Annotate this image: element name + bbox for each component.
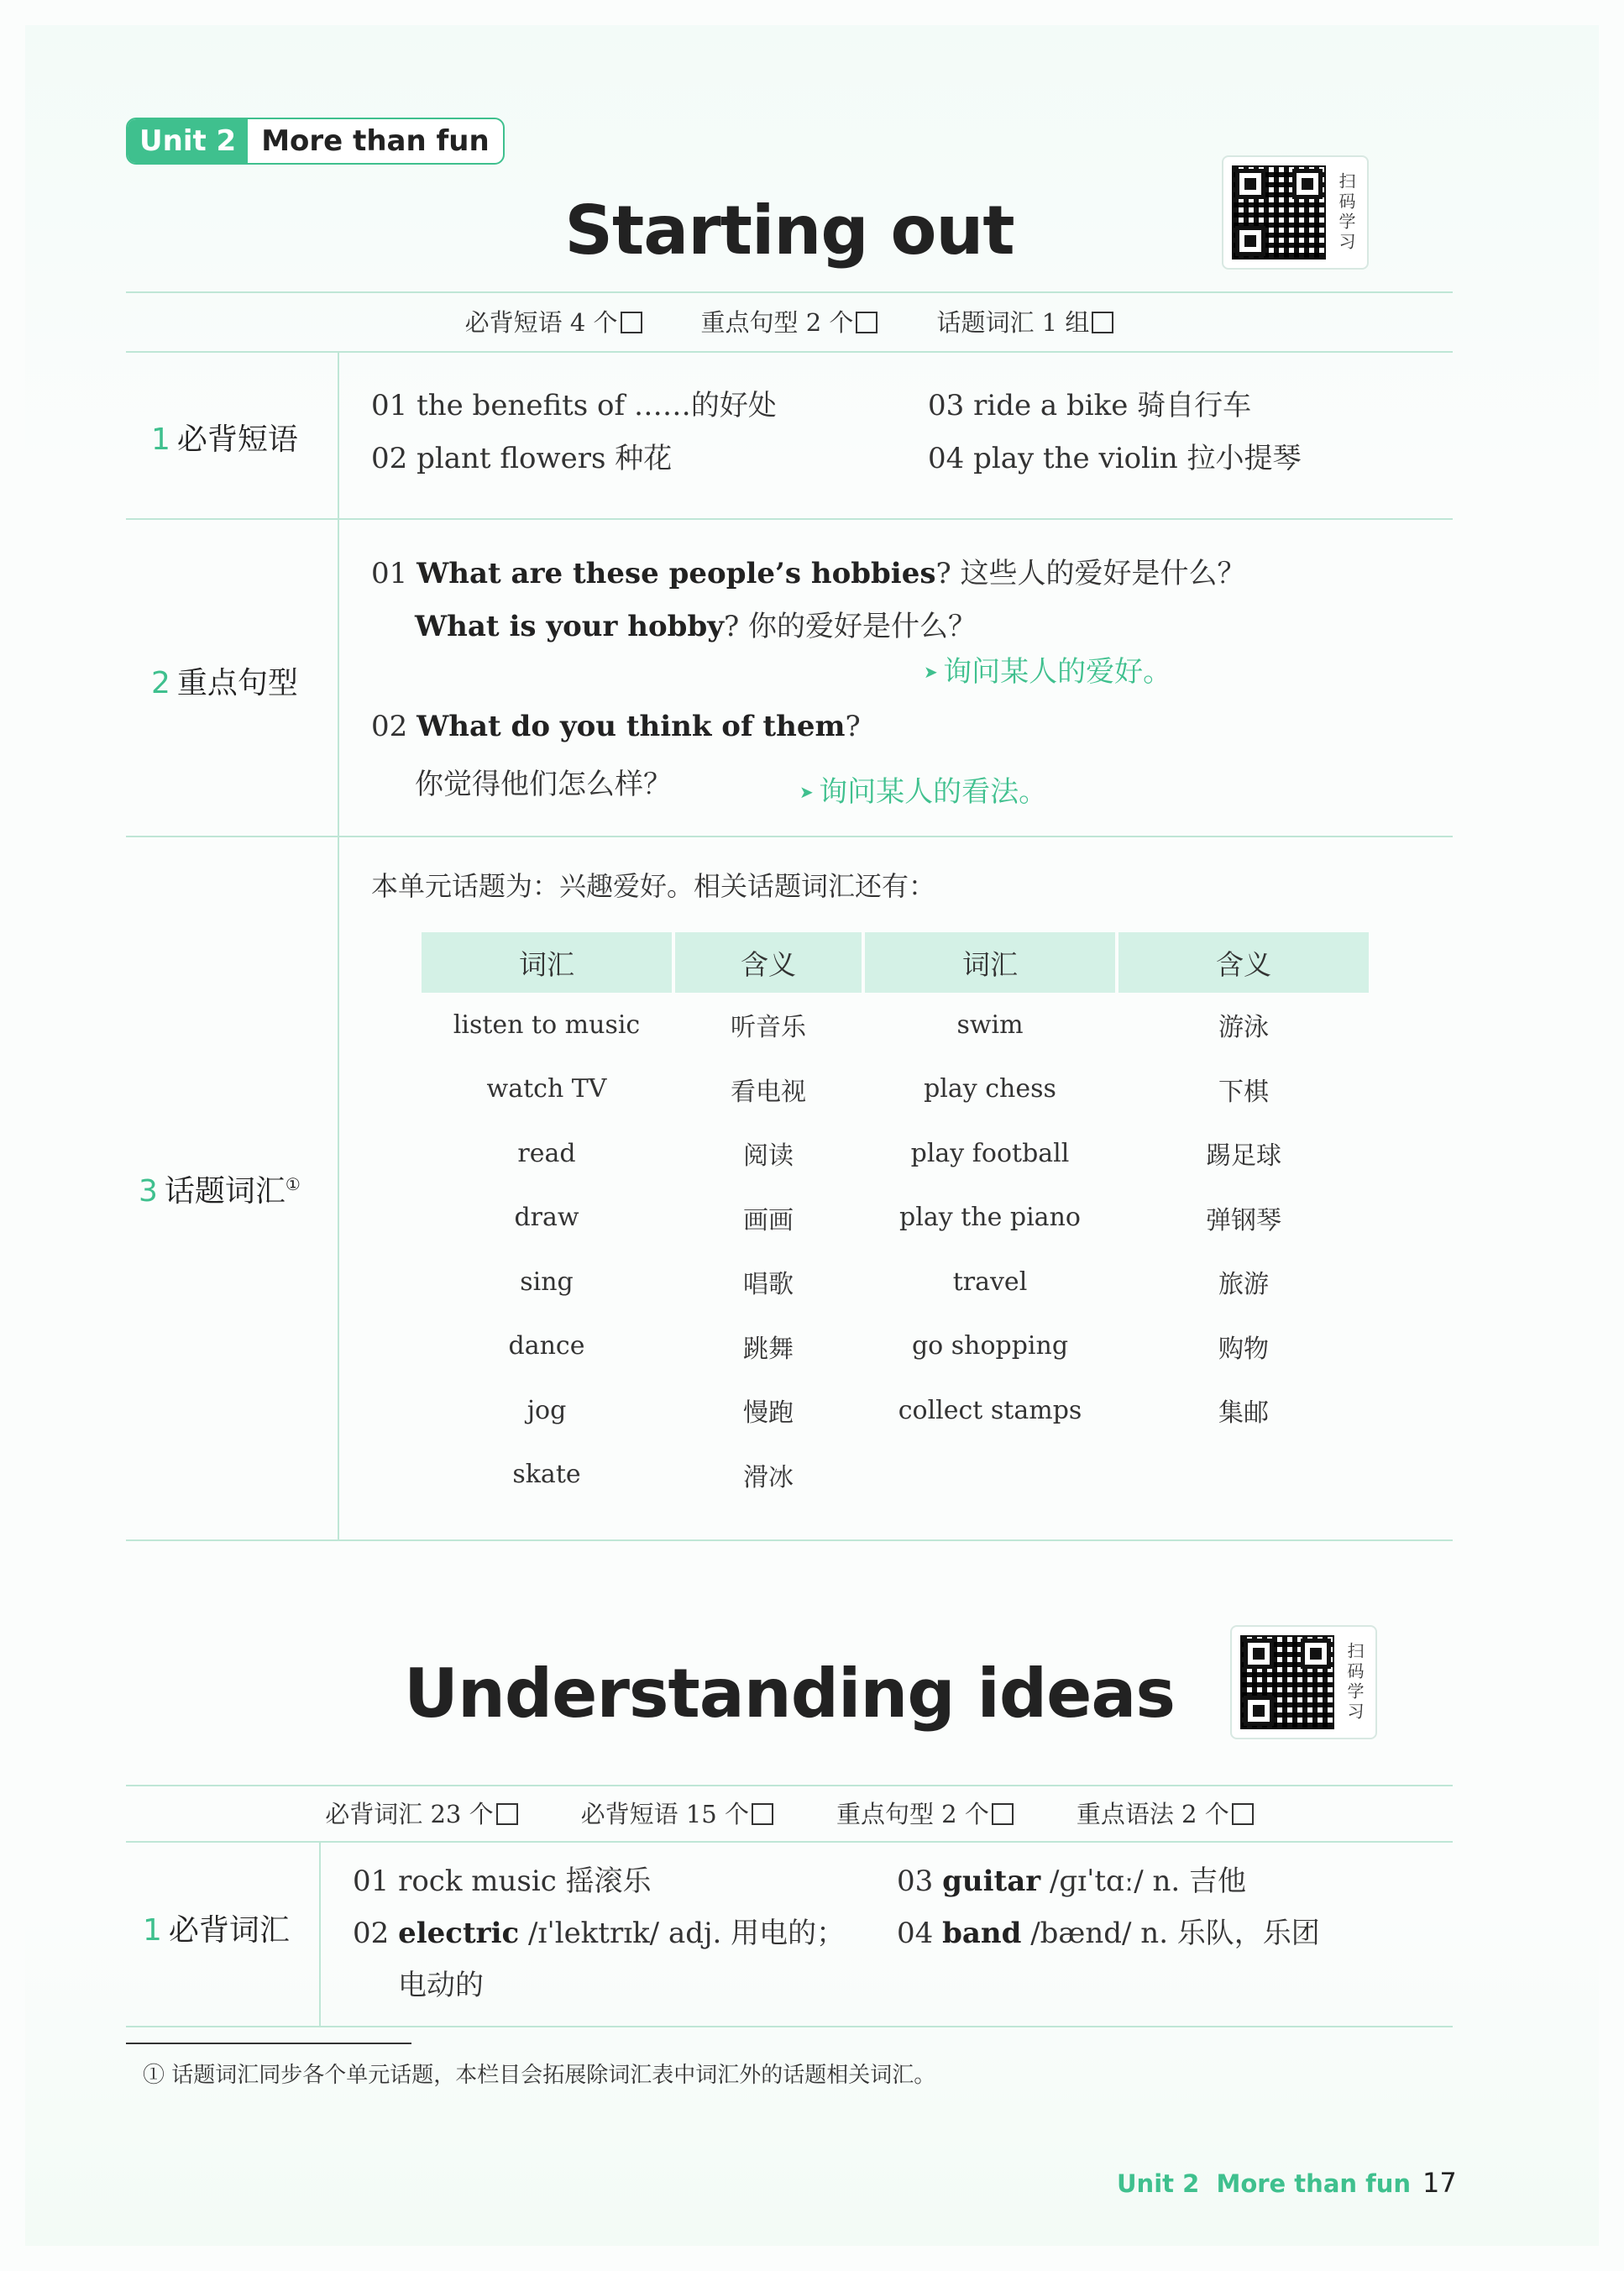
checkbox[interactable] [621, 312, 642, 333]
footnote-rule [126, 2043, 411, 2044]
table-header: 含义 [675, 932, 862, 993]
divider [126, 518, 1453, 520]
table-row: read 阅读 play football 踢足球 [517, 1138, 1281, 1172]
stats-row [126, 1796, 1453, 1830]
phrase-item: 01 the benefits of ……的好处 [371, 389, 777, 422]
checkbox[interactable] [856, 312, 877, 333]
word-item-continuation: 电动的 [398, 1969, 484, 2002]
section-label-sentences: 2 重点句型 [151, 659, 298, 702]
sentence-2: 02 What do you think of them? [371, 710, 861, 743]
section-title-understanding-ideas: Understanding ideas [404, 1655, 1175, 1733]
section-label-words: 1 必背词汇 [143, 1906, 290, 1949]
sentence-note: ➤ 询问某人的看法。 [799, 768, 1047, 810]
stat-item: 必背短语 4 个 [465, 304, 642, 338]
page-number: 17 [1422, 2167, 1457, 2199]
topic-intro: 本单元话题为：兴趣爱好。相关话题词汇还有： [371, 870, 936, 902]
section-title-starting-out: Starting out [564, 191, 1014, 270]
table-header: 含义 [1118, 932, 1369, 993]
word-item: 02 electric /ɪˈlektrɪk/ adj. 用电的； [353, 1917, 846, 1950]
word-item: 01 rock music 摇滚乐 [353, 1865, 652, 1898]
stat-item: 重点语法 2 个 [1077, 1796, 1254, 1830]
stats-row [126, 304, 1453, 338]
stat-item: 重点句型 2 个 [836, 1796, 1014, 1830]
qr-code-icon [1240, 1635, 1334, 1729]
table-row: listen to music 听音乐 swim 游泳 [453, 1010, 1269, 1043]
checkbox[interactable] [992, 1803, 1014, 1825]
section-label-phrases: 1 必背短语 [151, 416, 298, 459]
qr-label: 扫码学习 [1344, 1642, 1365, 1723]
divider [126, 2026, 1453, 2027]
phrase-item: 02 plant flowers 种花 [371, 442, 673, 475]
divider [126, 351, 1453, 353]
phrase-item: 03 ride a bike 骑自行车 [928, 389, 1252, 422]
stat-item: 必背短语 15 个 [581, 1796, 773, 1830]
stat-item: 话题词汇 1 组 [936, 304, 1113, 338]
table-row: jog 慢跑 collect stamps 集邮 [526, 1395, 1269, 1429]
page-footer [1117, 2167, 1457, 2199]
table-header: 词汇 [865, 932, 1115, 993]
qr-code-icon [1232, 165, 1326, 260]
qr-label: 扫码学习 [1336, 172, 1356, 253]
word-item: 04 band /bænd/ n. 乐队，乐团 [897, 1917, 1320, 1950]
section-label-topic-vocab: 3 话题词汇① [139, 1167, 301, 1210]
checkbox[interactable] [752, 1803, 773, 1825]
phrase-item: 04 play the violin 拉小提琴 [928, 442, 1302, 475]
divider [126, 836, 1453, 837]
checkbox[interactable] [1092, 312, 1113, 333]
footnote: ① 话题词汇同步各个单元话题，本栏目会拓展除词汇表中词汇外的话题相关词汇。 [143, 2063, 936, 2088]
divider [126, 1785, 1453, 1786]
divider [126, 1539, 1453, 1541]
topic-vocab-table [418, 932, 1372, 1507]
checkbox[interactable] [496, 1803, 518, 1825]
stat-item: 重点句型 2 个 [701, 304, 878, 338]
stat-item: 必背词汇 23 个 [325, 1796, 517, 1830]
checkbox[interactable] [1232, 1803, 1254, 1825]
column-divider [319, 1841, 321, 2026]
column-divider [338, 351, 339, 1539]
qr-code-box[interactable] [1222, 155, 1369, 270]
table-row: watch TV 看电视 play chess 下棋 [486, 1074, 1269, 1107]
table-row: dance 跳舞 go shopping 购物 [508, 1331, 1269, 1364]
table-row: draw 画画 play the piano 弹钢琴 [514, 1203, 1281, 1235]
divider [126, 1841, 1453, 1843]
unit-name: More than fun [261, 124, 490, 158]
sentence-2-translation: 你觉得他们怎么样？ [415, 768, 672, 801]
footer-unit: Unit 2 More than fun [1117, 2169, 1412, 2198]
unit-number: Unit 2 [128, 119, 248, 163]
table-row: sing 唱歌 travel 旅游 [520, 1267, 1269, 1300]
table-row: skate 滑冰 [512, 1460, 794, 1492]
qr-code-box[interactable] [1230, 1625, 1377, 1739]
sentence-1b: What is your hobby? 你的爱好是什么？ [415, 610, 977, 643]
sentence-note: ➤ 询问某人的爱好。 [924, 648, 1171, 690]
divider [126, 291, 1453, 293]
word-item: 03 guitar /ɡɪˈtɑː/ n. 吉他 [897, 1865, 1247, 1898]
unit-tag [126, 118, 505, 165]
sentence-1: 01 What are these people’s hobbies? 这些人的爱好是什么？ [371, 557, 1246, 590]
table-header: 词汇 [422, 932, 672, 993]
